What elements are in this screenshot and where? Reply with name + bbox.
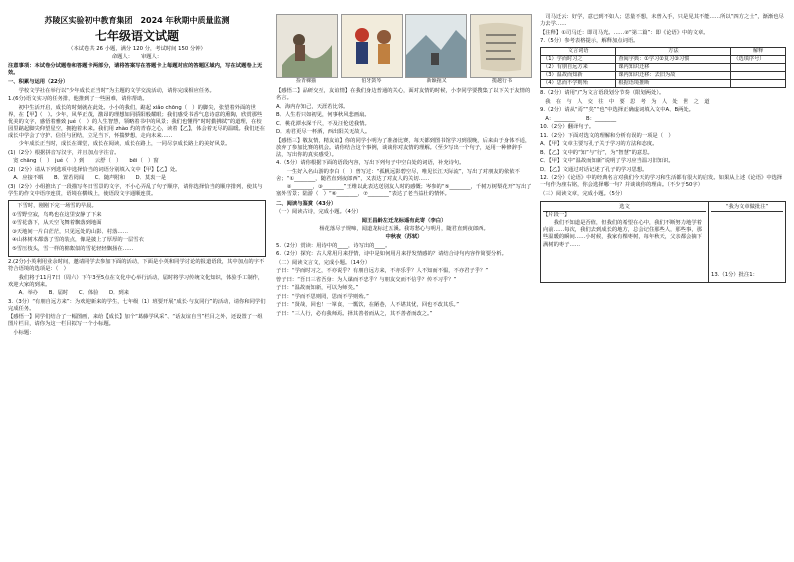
question-11-option: A．【甲】文章主要写孔子关于学习的方法和态度。 [540,141,658,148]
reading-2-title: （二）阅读文言文，完成小题。（14分） [276,259,371,266]
table-cell [731,80,786,88]
reading-1-title: （一）阅读古诗，完成小题。（4分） [276,209,362,216]
sentence-box-lead: 下雪时，刚刚下完一场雪的早晨。 [12,203,97,210]
table-header-row [541,48,786,56]
question-4: 4.（5分）请你根据下面的语段内容，写出下列句子中空白处的词语，补充诗句。 [276,160,465,167]
question-1-3: (3)（2分）小组推出了一段描写冬日雪景的文字，不小心弄乱了句子顺序，请你选择恰当的顺序排列，使其与学生的作文中语序连贯，语境在横线上，使语段文字通顺连贯。 [8,183,263,197]
task-2-option: B．人生若只如初见，何事秋风悲画扇。 [276,112,370,119]
column-middle [276,14,532,319]
table-cell [731,72,786,80]
table-header: 解释 [731,48,786,56]
caption: 捡青稞猫 [295,78,316,84]
question-9-blanks: A：________ B：________ [540,115,617,122]
question-3-answer: 小标题： [8,329,85,336]
question-13: 13.（1分）批注1： [711,271,758,278]
poem-passage-2: ②________，③________”王维以此表达送别友人时的感慨；岑参的“⑤________，千树万树梨花开”写出了塞外雪景；陆游（ ）“⑥________，⑦________”表达了老当益壮的情怀。 [276,184,532,198]
essay-main [541,202,709,283]
school-title: 苏陵区实验初中教育集团 2024 年秋期中质量监测 [44,16,230,25]
wenyan-line: 曾子曰：“吾日三省吾身：为人谋而不忠乎？与朋友交而不信乎？传不习乎？” [276,276,457,283]
poem-passage: 一生好入名山游的李白（ ）曾写过：“孤帆远影碧空尽，唯见长江天际流”，写出了对朋友的依依不舍；“①________，随君直到夜郎西”，又表达了对友人的关切…… [276,168,520,182]
task-2-option: D．劝君更尽一杯酒，西出阳关无故人。 [276,129,371,136]
question-1-2: (2)（2分）请从下列选项中选择恰当的词语分别填入文中【甲】【乙】处。 [8,166,181,173]
notes: 【注释】①司马迁：即司马光。……②“第二篇”：即《论语》中的文章。 [540,29,709,36]
essay-text: 我们不知道是否值，但我们的希望在心中，我们不断努力地学着向前……每次，我们去到成长的地方，总会记住那些人，那些事，那些温暖的瞬间……小时候，我家有棵枣树，每年秋天，父亲都会摘下满树的枣子…… [543,220,702,248]
caption: 新颖拖又 [426,78,447,84]
question-6: 6.（2分）探究：古人常用月来抒情，诗中是如何用月来抒发情感的？请结合诗句内容作简要分析。 [276,251,507,258]
sentence-box [8,200,266,257]
table-cell: 根据语境推断 [616,80,731,88]
poem-lines: 杨花落尽子规啼，闻道龙标过五溪。我寄愁心与明月，随君直到夜郎西。 [319,225,489,232]
sentence-item: ②雪花落下，从天空飞舞着飘落到地面 [12,220,102,227]
caption: 揽越行书 [491,78,512,84]
question-5: 5.（2分）赏读：用诗中的____，诗写出的____。 [276,242,391,249]
reading-3-title: （三）阅读文章，完成小题。（5分） [540,190,626,197]
table-cell: （选填序号） [731,56,786,64]
question-11-option: D．【乙】文通过对话记述了孔子的学习思想。 [540,166,648,173]
question-2: 2.(2分)小英利用业余时间，邀请同学去参加下面的活动，下面是小英和同学讨论的报道语段，其中加点的字不符合语境的选项是：（ ） [8,258,265,273]
poem-title-2: 中秋夜（苏轼） [385,234,423,241]
question-3-task: 【感悟一】同学们结合了一幅图画，来给【成长】加个“葛藤学风采”、“话友谊自当”栏目之外，还设置了一组图片栏目，请你为这一栏目拟写一个小标题。 [8,314,263,328]
exam-title: 七年级语文试题 [94,29,179,43]
illustration-4 [470,14,532,78]
author-line: 命题人： 审题人： [111,54,163,61]
wenyan-line: 子曰：“学而不思则罔，思而不学则殆。” [276,293,369,300]
table-cell: （1）学而时习之 [541,56,616,64]
task-2-option: A．海内存知己，天涯若比邻。 [276,103,349,110]
illustration-3 [405,14,467,78]
wenyan-line: 子曰：“三人行，必有我师焉。择其善者而从之，其不善者而改之。” [276,310,433,317]
question-3: 3.（3分）“有朋自远方来”：为欢迎新来的学生，七年级（1）班要开展“成长·与友同行”的活动，请你和同学们完成任务。 [8,298,266,312]
question-10: 10.（2分）翻译句子。 [540,124,595,131]
exam-info: （本试卷共 26 小题，满分 120 分，考试时间 150 分钟） [68,46,206,52]
table-cell: 查阅字典：①学习②复习③习惯 [616,56,731,64]
wenyan-line: 子曰：“学而时习之，不亦说乎？有朋自远方来，不亦乐乎？人不知而不愠，不亦君子乎？” [276,268,489,275]
wenyan-line: 子曰：“温故而知新，可以为师矣。” [276,285,359,292]
essay-side [709,202,785,283]
essay-side-header [711,204,783,212]
section-2-title: 二、阅读与鉴赏（43分） [276,200,337,207]
essay-box [540,201,786,284]
section-1-title: 一、积累与运用（22分） [8,79,69,86]
table-header: 方法 [616,48,731,56]
question-2-text: 我们将于11月7日（周六）下午3至5点在文化中心举行活动，届时将学习传统文化知识，体验手工制作，欢迎大家的到来。 [8,274,264,288]
essay-title: 选文 [619,203,630,210]
table-cell: 课内知识迁移：去旧为故 [616,72,731,80]
sentence-item: ④山林树木都落了雪的装点，像是披上了厚厚的一层雪衣 [12,237,144,244]
table-row [541,72,786,80]
question-9: 9.（2分）请从“焉”“矣”“也”中选择正确虚词填入文中A、B两处。 [540,107,694,114]
question-8: 8.（2分）请用“/”为文言语段划分节奏（限划两处）。 [540,90,665,97]
wenyan-line: 子曰：“贤哉，回也！一箪食，一瓢饮，在陋巷，人不堪其忧，回也不改其乐。” [276,302,459,309]
vocab-table [540,47,786,88]
question-11-option: C．【甲】文中“温故而知新”说明了学习应当温习旧知识。 [540,158,674,165]
notice: 注意事项：本试卷分试题卷和答题卡两部分，请将答案写在答题卡上每题对应的答题区域内，写在试题卷上无效。 [8,62,263,77]
task-2: 【感悟二】品研交互，友谊情】在我们身边普通的关心，面对友情的时候，小李同学要搜集了以下关于友情的名言。 [276,88,531,102]
table-row [541,64,786,72]
top-text: 司马迁云：好学，意已到不如人；思量不想，未曾入手，只是见其不能……所以“四方之士”，渐渐也尽力去学…… [540,14,784,28]
passage: 初中生活开启，成长的时刻就在此处。小小的我们，踮起 xiǎo chōng（ ）的脚尖，张望着外面的世界，在【甲】（ ）。少年，风华正茂，激昂的理想如同骄阳般耀眼；我们感受书香气息诗意的熏陶，欣赏那些优美的文字，感悟着雅致 jué（ ）的人生智慧，领略着书中的风景；我们也懂得“时时勤拂拭”的道理，在校园里踮起脚尖仰望星空，拥抱着未来。我们用 zhào 灼的青春之心，读着【乙】，体会着无尽的温暖。我们还在成长中学会了守护、信任与团结，立足当下，怀揣梦想，走向未来…… [8,104,266,139]
essay-header [543,204,706,212]
table-cell: 课内知识迁移 [616,64,731,72]
table-header: 文言词语 [541,48,616,56]
sentence-item: ①雪野空寂，鸟鸣也在这里安静了下来 [12,211,102,218]
section-1-intro: 学校文学社在举行以“少年成长正当时”为主题的文学交流活动，请你完成相应任务。 [8,87,215,94]
question-1: 1.(6分)语文实习的任务排，他推到了一些困难，请你帮助。 [8,96,148,103]
image-captions [276,78,532,85]
question-8-text: 我 在 与 人 交 往 中 要 思 考 为 人 处 世 之 道 [540,98,710,105]
question-11-option: B．【乙】文中的“知”与“行”，为“智慧”的意思。 [540,149,653,156]
task-3: 【感悟三】敬友情，精友谊】你的同学小明为了准备比赛，每天都到图书馆学习到很晚，后来由于身体不适，放弃了参加比赛的机会。请你结合这个事例，谈谈你对友情的理解。（至少写出一个句子，运用一种修辞手法，写出你的真实感受）。 [276,137,531,158]
illustration-1 [276,14,338,78]
poem-title: 闻王昌龄左迁龙标遥有此寄（李白） [361,217,447,224]
question-12: 12.（2分）《论语》中的经典名言对我们今天的学习和生活都有很大的启发。如果从上述《论语》中选择一句作为座右铭，你会选择哪一句？并谈谈你的理由。（不少于50字） [540,175,783,189]
question-11: 11.（2分）下面对选文的理解和分析有误的一项是（ ） [540,132,674,139]
table-row [541,56,786,64]
question-1-2-options: A．应接不暇 B．置若罔闻 C．随声附和 D．莫衷一是 [8,175,167,182]
table-cell: （3）温故而知新 [541,72,616,80]
task-2-option: C．桃花潭水深千尺，不及汪伦送我情。 [276,120,370,127]
question-7: 7.（5分）参考表格提示，解释加点词语。 [540,38,639,45]
sentence-item: ③天地间一片白茫茫，只见远处的山影、村落…… [12,228,128,235]
sentence-item: ⑤雪压枝头，雪一样的棉絮似的雪花轻轻飘扬在…… [12,245,134,252]
question-2-options: A．举办 B．届时 C．体验 D．到来 [8,290,129,297]
table-cell [731,64,786,72]
essay-segment-label: 【片段一】 [543,211,570,218]
table-cell: （2）有朋自远方来 [541,64,616,72]
illustration-2 [341,14,403,78]
table-row [541,80,786,88]
passage-2: 少年成长正当时，成长在课堂，成长在阅读，成长在路上，一同尽享成长路上的美好风景。 [8,141,231,148]
essay-side-title: “我为文章做批注” [725,203,769,210]
question-1-1: (1)（2分）根据拼音写汉字，并且加点字注音。 [8,149,120,156]
column-right [540,14,786,283]
question-1-1-blanks: 宽 chāng（ ） jué（ ）到 云舒（ ） bēi（ ）窗 [8,158,159,165]
table-cell: （4）思而不学则殆 [541,80,616,88]
image-row [276,14,532,86]
column-left [8,14,266,338]
caption: 伯牙鼓琴 [361,78,382,84]
